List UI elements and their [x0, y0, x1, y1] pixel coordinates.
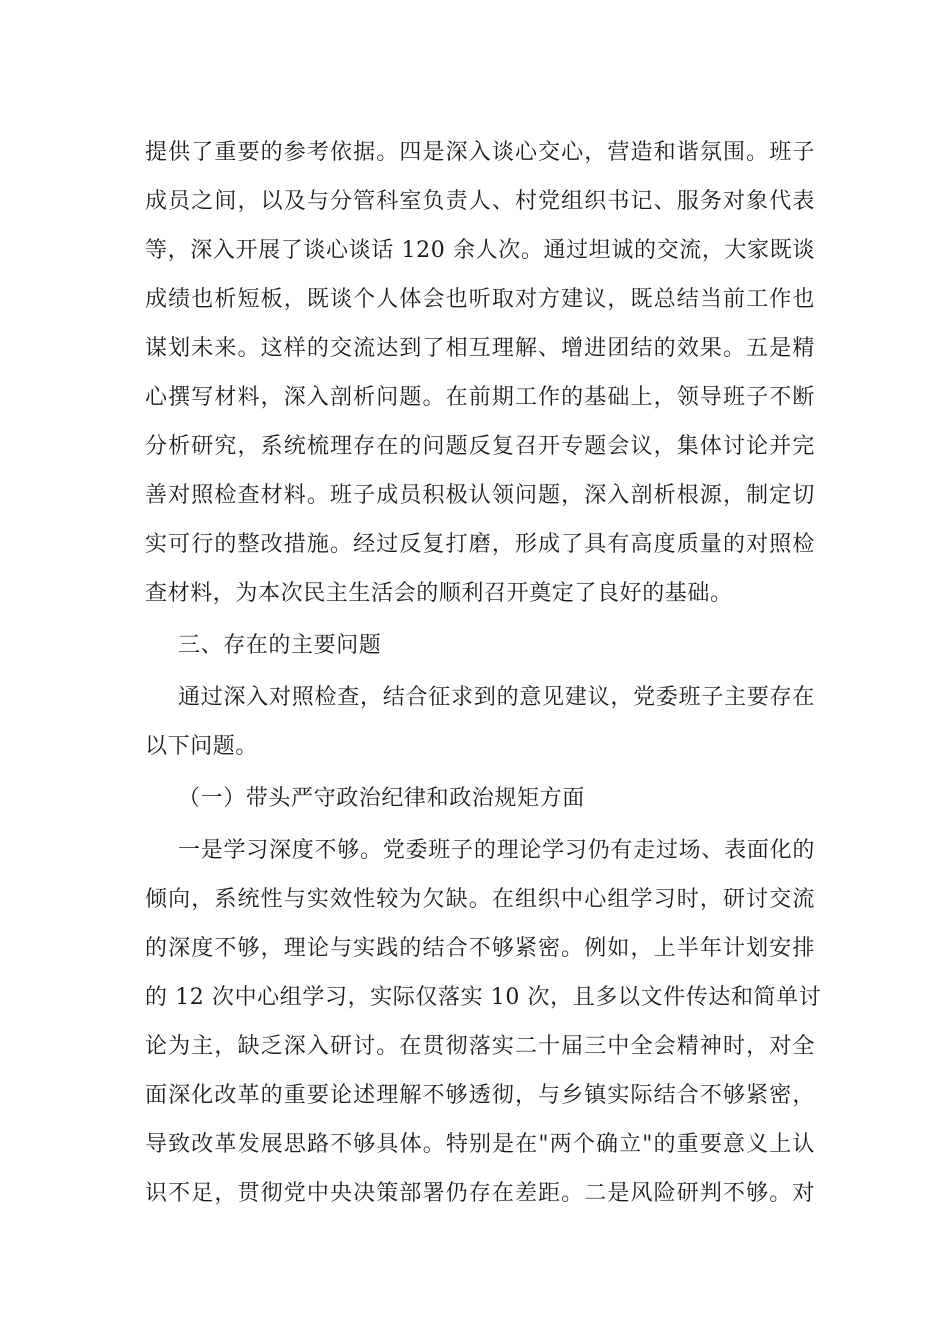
- body-text-line: 心撰写材料，深入剖析问题。在前期工作的基础上，领导班子不断: [145, 385, 815, 410]
- section-heading: 三、存在的主要问题: [178, 633, 382, 658]
- body-text-line: 善对照检查材料。班子成员积极认领问题，深入剖析根源，制定切: [145, 483, 815, 508]
- body-text-line: 分析研究，系统梳理存在的问题反复召开专题会议，集体讨论并完: [145, 434, 815, 459]
- issue-text-line: 论为主，缺乏深入研讨。在贯彻落实二十届三中全会精神时，对全: [145, 1034, 815, 1059]
- issue-text-line: 导致改革发展思路不够具体。特别是在"两个确立"的重要意义上认: [145, 1132, 815, 1157]
- issue-text-line: 的 12 次中心组学习，实际仅落实 10 次，且多以文件传达和简单讨: [145, 985, 822, 1010]
- body-text-line: 成员之间，以及与分管科室负责人、村党组织书记、服务对象代表: [145, 189, 815, 214]
- body-text-line: 谋划未来。这样的交流达到了相互理解、增进团结的效果。五是精: [145, 336, 815, 361]
- issue-text-line: 一是学习深度不够。党委班子的理论学习仍有走过场、表面化的: [178, 838, 815, 863]
- body-text-line: 实可行的整改措施。经过反复打磨，形成了具有高度质量的对照检: [145, 532, 815, 557]
- intro-text-line: 通过深入对照检查，结合征求到的意见建议，党委班子主要存在: [178, 685, 815, 710]
- body-text-line: 等，深入开展了谈心谈话 120 余人次。通过坦诚的交流，大家既谈: [145, 238, 815, 263]
- issue-text-line: 识不足，贯彻党中央决策部署仍存在差距。二是风险研判不够。对: [145, 1181, 815, 1206]
- body-text-line: 提供了重要的参考依据。四是深入谈心交心，营造和谐氛围。班子: [145, 140, 815, 165]
- intro-text-line: 以下问题。: [145, 734, 259, 759]
- body-text-line: 成绩也析短板，既谈个人体会也听取对方建议，既总结当前工作也: [145, 287, 815, 312]
- issue-text-line: 倾向，系统性与实效性较为欠缺。在组织中心组学习时，研讨交流: [145, 887, 815, 912]
- issue-text-line: 的深度不够，理论与实践的结合不够紧密。例如，上半年计划安排: [145, 936, 815, 961]
- issue-text-line: 面深化改革的重要论述理解不够透彻，与乡镇实际结合不够紧密，: [145, 1083, 815, 1108]
- subsection-heading: （一）带头严守政治纪律和政治规矩方面: [178, 786, 585, 811]
- body-text-line: 查材料，为本次民主生活会的顺利召开奠定了良好的基础。: [145, 581, 733, 606]
